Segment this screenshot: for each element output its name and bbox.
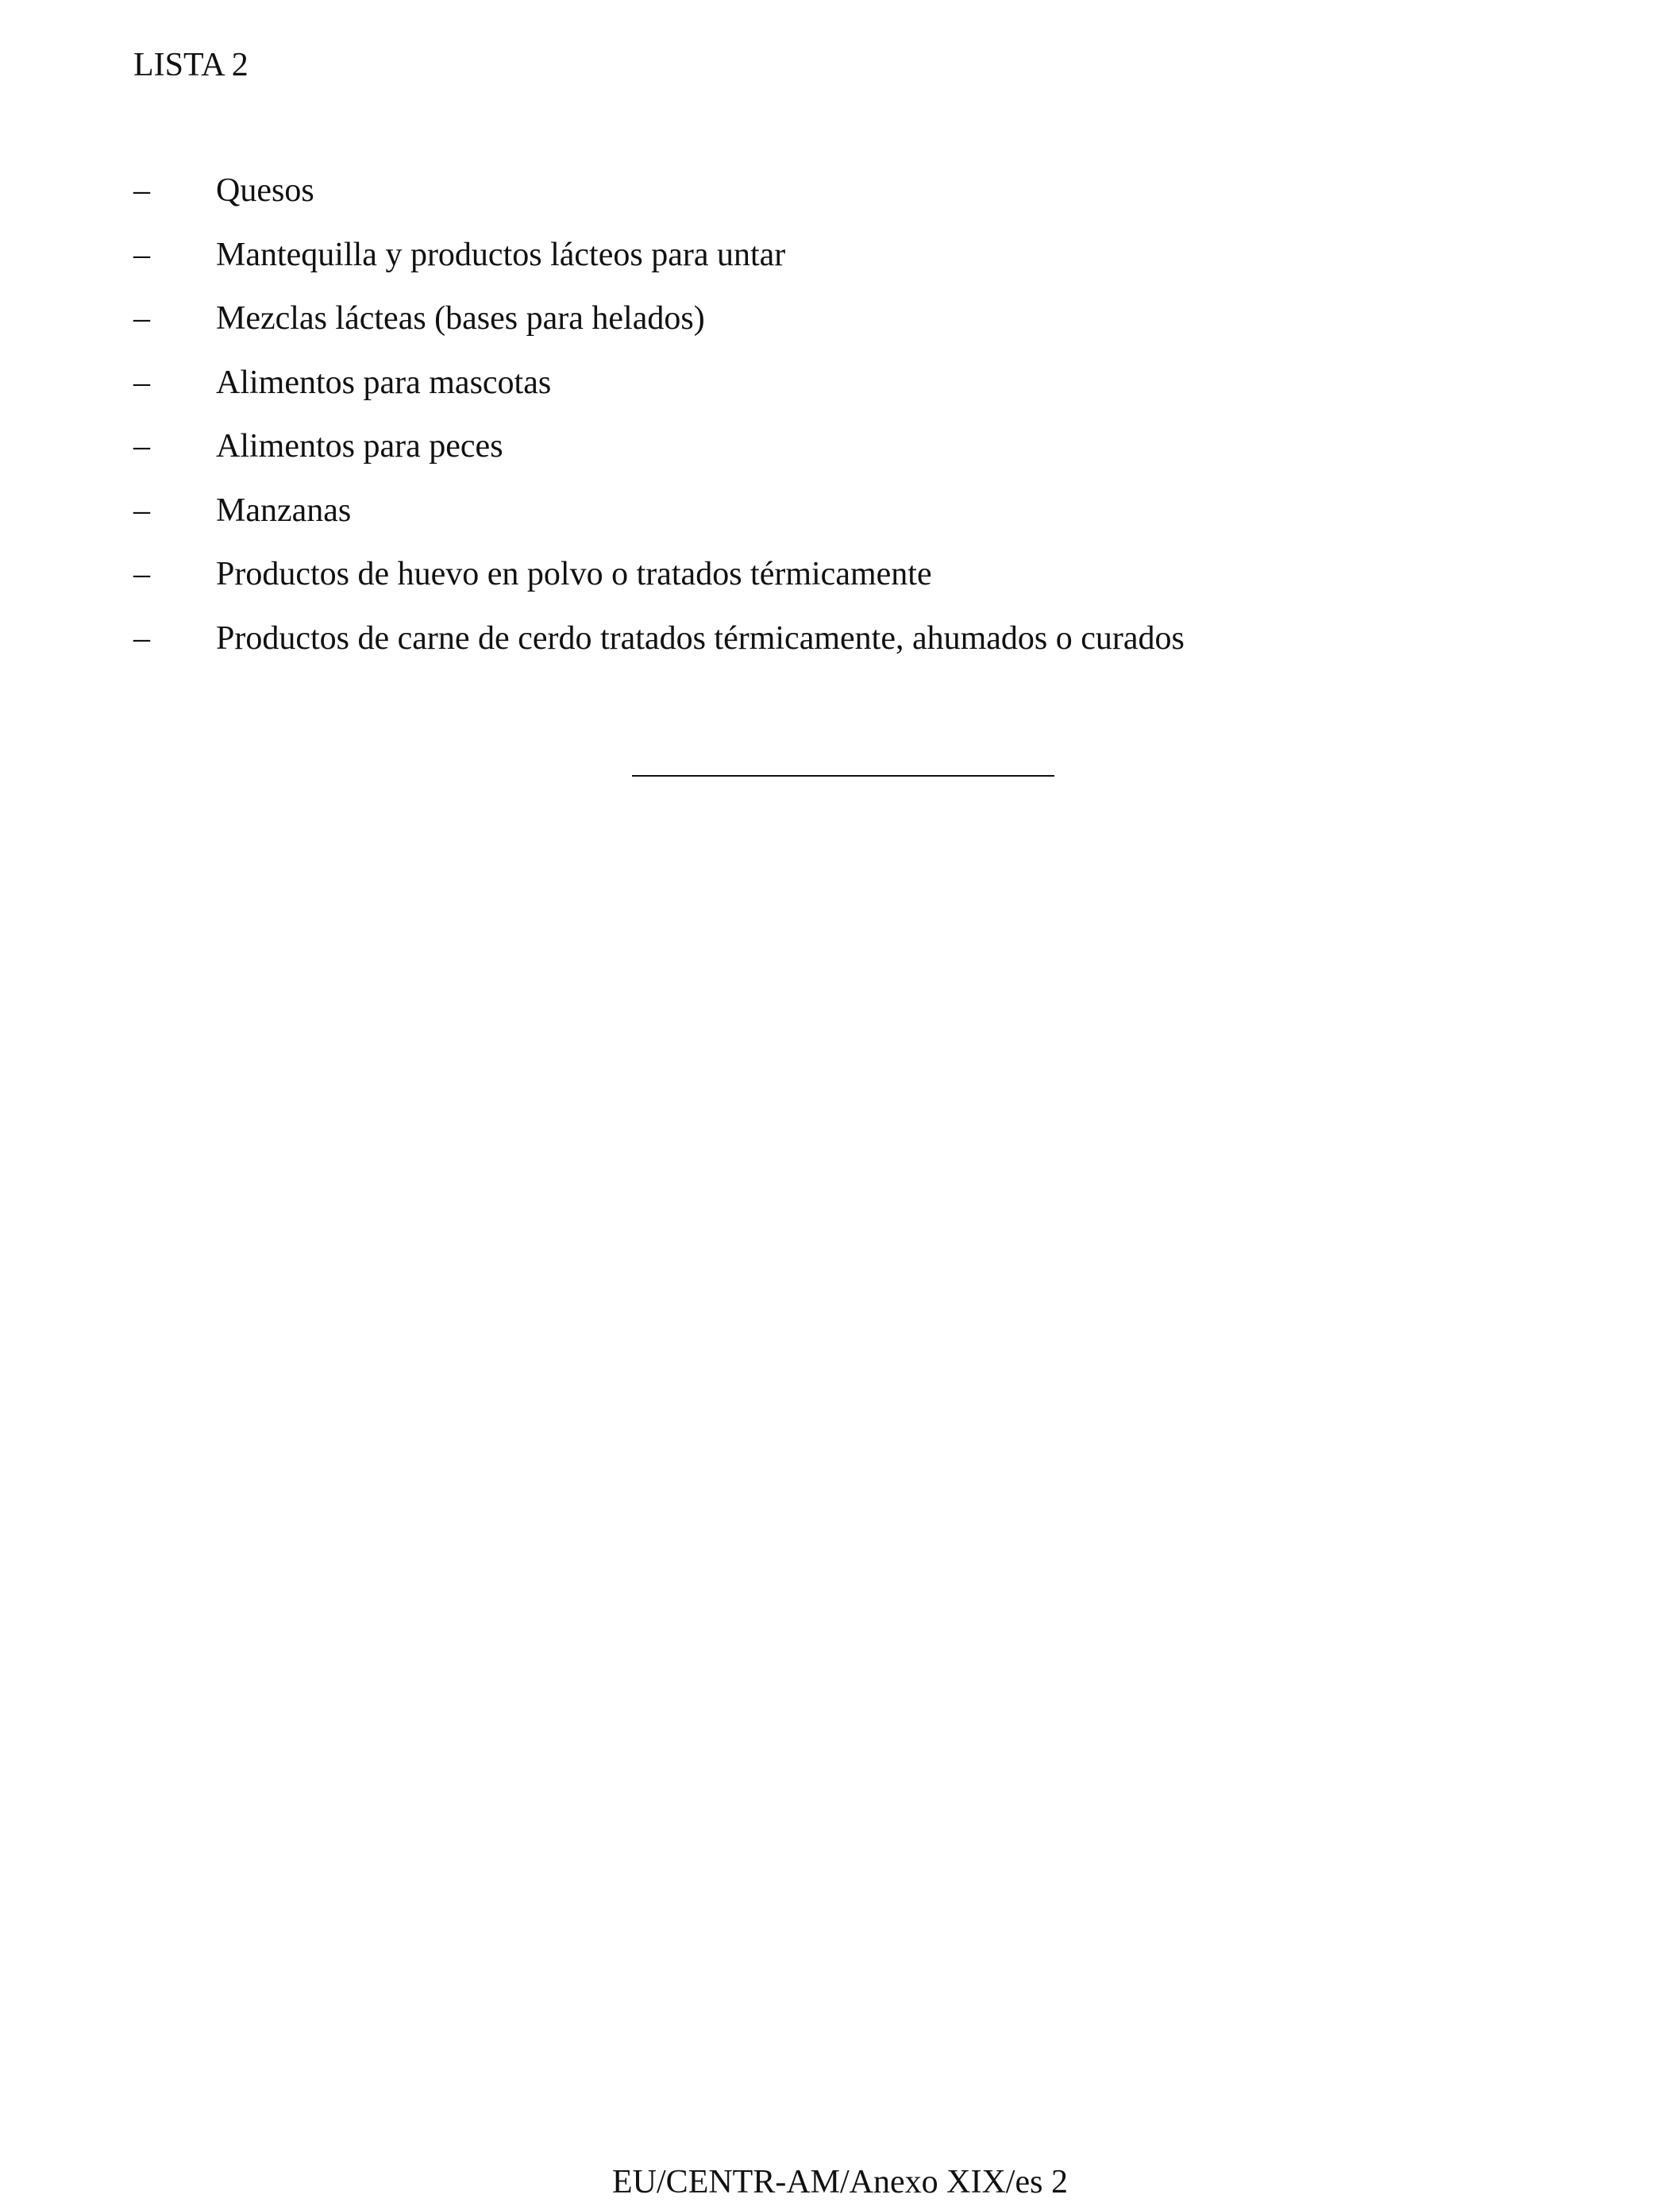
list-item-text: Quesos	[216, 172, 314, 209]
dash-bullet: –	[133, 619, 150, 657]
list-item-text: Productos de huevo en polvo o tratados térmicamente	[216, 556, 932, 592]
page-heading: LISTA 2	[133, 47, 249, 83]
dash-bullet: –	[133, 364, 150, 401]
list-item-text: Mezclas lácteas (bases para helados)	[216, 300, 705, 337]
end-separator-line	[632, 775, 1054, 777]
list-item-text: Alimentos para peces	[216, 428, 503, 465]
page-footer: EU/CENTR-AM/Anexo XIX/es 2	[612, 2164, 1068, 2200]
dash-bullet: –	[133, 492, 150, 529]
list-item-text: Manzanas	[216, 492, 352, 529]
dash-bullet: –	[133, 428, 150, 465]
dash-bullet: –	[133, 556, 150, 592]
list-item-text: Mantequilla y productos lácteos para untar	[216, 236, 786, 273]
list-item-text: Alimentos para mascotas	[216, 364, 552, 401]
dash-bullet: –	[133, 300, 150, 337]
dash-bullet: –	[133, 236, 150, 273]
list-item-text: Productos de carne de cerdo tratados térmicamente, ahumados o curados	[216, 619, 1185, 657]
dash-bullet: –	[133, 172, 150, 209]
